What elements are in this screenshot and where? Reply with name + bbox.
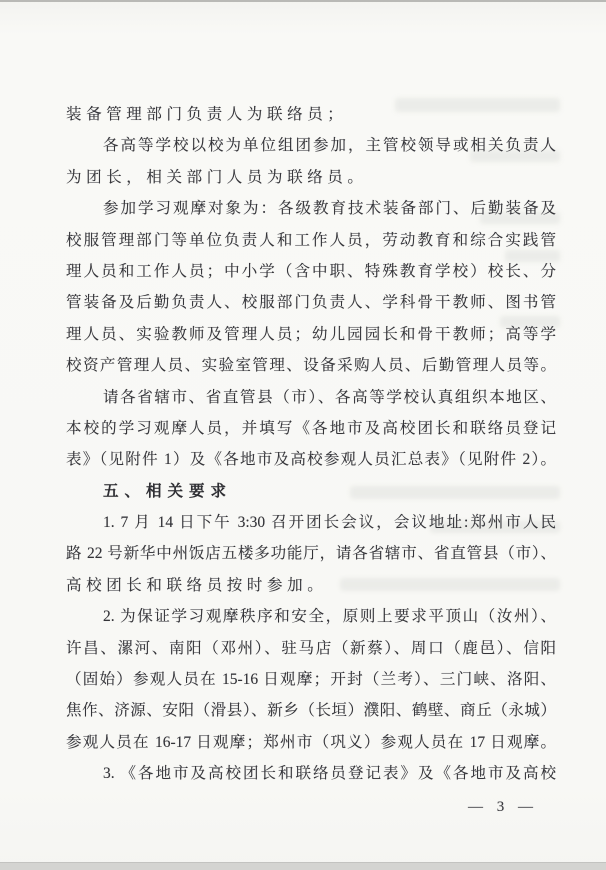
doc-line: 许昌、漯河、南阳（邓州）、驻马店（新蔡）、周口（鹿邑）、信阳 [66, 639, 556, 657]
doc-line: 2. 为保证学习观摩秩序和安全，原则上要求平顶山（汝州）、 [103, 608, 556, 626]
doc-line: 3. 《各地市及高校团长和联络员登记表》及《各地市及高校 [103, 765, 556, 783]
scan-top-edge [0, 0, 606, 2]
doc-line: 理人员和工作人员；中小学（含中职、特殊教育学校）校长、分 [66, 262, 556, 280]
section-heading: 五、相关要求 [103, 482, 233, 500]
doc-line: 1. 7 月 14 日下午 3:30 召开团长会议，会议地址:郑州市人民 [103, 514, 556, 532]
doc-line: 校资产管理人员、实验室管理、设备采购人员、后勤管理人员等。 [66, 357, 556, 375]
doc-line: 为团长，相关部门人员为联络员。 [66, 168, 368, 186]
doc-line: （固始）参观人员在 15-16 日观摩；开封（兰考）、三门峡、洛阳、 [66, 671, 556, 689]
doc-line: 表》（见附件 1）及《各地市及高校参观人员汇总表》（见附件 2）。 [66, 451, 556, 469]
doc-line: 路 22 号新华中州饭店五楼多功能厅，请各省辖市、省直管县（市）、 [66, 545, 556, 563]
page-number: — 3 — [468, 799, 538, 815]
doc-line: 高校团长和联络员按时参加。 [66, 576, 328, 594]
doc-line: 各高等学校以校为单位组团参加，主管校领导或相关负责人 [103, 137, 556, 155]
doc-line: 请各省辖市、省直管县（市）、各高等学校认真组织本地区、 [103, 388, 556, 406]
scan-bottom-edge [0, 862, 606, 870]
doc-line: 校服管理部门等单位负责人和工作人员，劳动教育和综合实践管 [66, 231, 556, 249]
doc-line: 参加学习观摩对象为：各级教育技术装备部门、后勤装备及 [103, 200, 556, 218]
doc-line: 本校的学习观摩人员，并填写《各地市及高校团长和联络员登记 [66, 419, 556, 437]
doc-line: 管装备及后勤负责人、校服部门负责人、学科骨干教师、图书管 [66, 294, 556, 312]
doc-line: 装备管理部门负责人为联络员； [66, 106, 348, 123]
document-body-text [66, 99, 556, 790]
doc-line: 参观人员在 16-17 日观摩；郑州市（巩义）参观人员在 17 日观摩。 [66, 733, 556, 751]
doc-line: 理人员、实验教师及管理人员；幼儿园园长和骨干教师；高等学 [66, 325, 556, 343]
doc-line: 焦作、济源、安阳（滑县）、新乡（长垣）濮阳、鹤壁、商丘（永城） [66, 702, 556, 720]
